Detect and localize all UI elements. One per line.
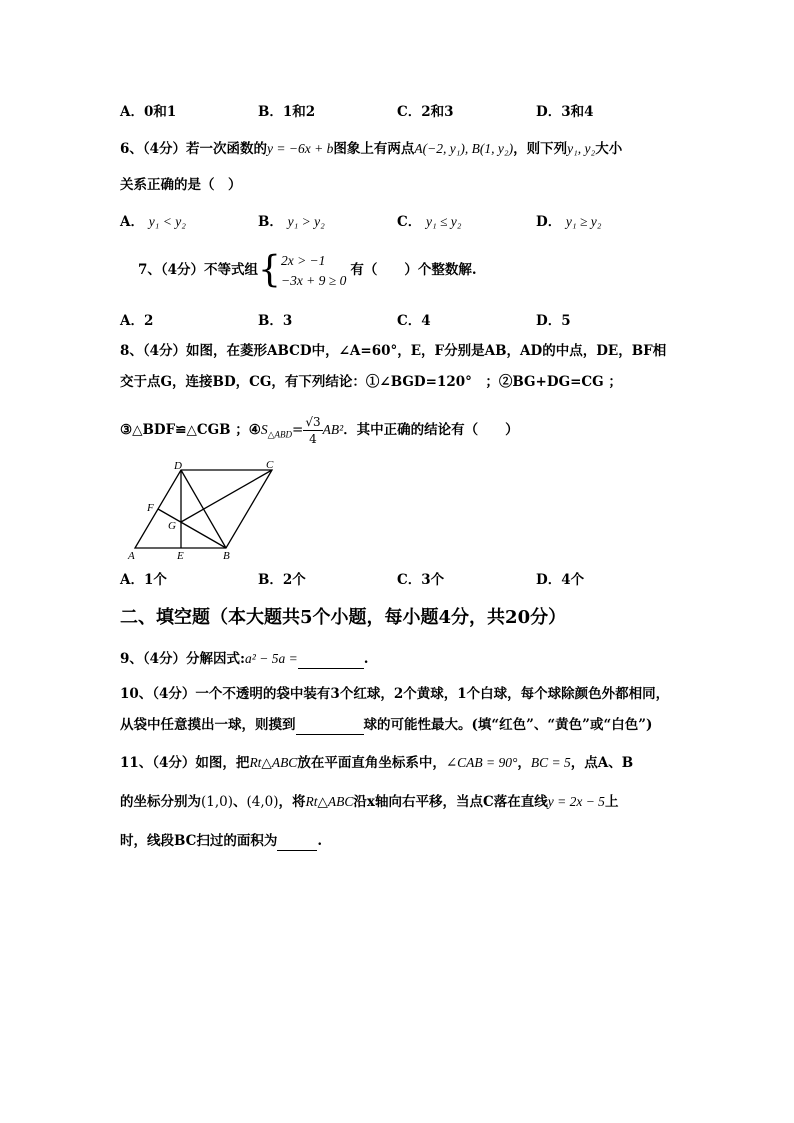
q6-option-c-expr: y₁ ≤ y₂ xyxy=(425,214,462,229)
q7-brace: { xyxy=(258,249,281,291)
q11-line2-d: 上 xyxy=(604,794,619,810)
q11-dun: 、 xyxy=(233,794,247,810)
q7-line xyxy=(138,248,477,292)
q11-bc: BC = 5 xyxy=(530,755,571,770)
q9-answer-blank[interactable] xyxy=(298,653,364,669)
q7-system xyxy=(281,251,346,291)
q6-option-b-expr: y₁ > y₂ xyxy=(287,214,325,229)
q9-line xyxy=(120,649,368,669)
q11-line-eq: y = 2x − 5 xyxy=(547,794,605,809)
q8-frac-den: 4 xyxy=(309,432,317,446)
label-c: C xyxy=(266,459,274,471)
q6-option-a-expr: y₁ < y₂ xyxy=(148,214,186,229)
q8-option-b: B．2个 xyxy=(258,572,306,588)
label-d: D xyxy=(174,460,182,472)
q11-answer-blank[interactable] xyxy=(277,835,317,851)
q7-option-d: D．5 xyxy=(536,313,571,329)
q6-tail: 大小 xyxy=(595,141,623,157)
q11-line2-a: 的坐标分别为 xyxy=(120,794,201,810)
q6-prefix: 6、（4分）若一次函数的 xyxy=(120,141,268,157)
q11-coord2: (4,0) xyxy=(246,794,279,810)
q8-equals: = xyxy=(292,422,304,438)
q6-vars: y₁, y₂ xyxy=(567,141,596,156)
q8-rhombus-figure xyxy=(120,458,290,562)
q6-line2: 关系正确的是（ ） xyxy=(120,177,242,193)
q6-option-c: C． y₁ ≤ y₂ xyxy=(397,214,462,230)
q7-option-b: B．3 xyxy=(258,313,293,329)
q9-expr: a² − 5a = xyxy=(245,651,298,666)
q10-answer-blank[interactable] xyxy=(296,719,364,735)
q10-line2-b: 球的可能性最大。(填“红色”、“黄色”或“白色”) xyxy=(363,717,653,733)
q6-line1 xyxy=(120,139,622,159)
q6-func: y = −6x + b xyxy=(267,141,334,156)
q7-prefix: 7、（4分）不等式组 xyxy=(138,262,259,278)
q6-mid: 图象上有两点 xyxy=(333,141,415,157)
q7-option-c: C．4 xyxy=(397,313,431,329)
q11-tri2: Rt△ABC xyxy=(305,794,354,809)
q7-ineq1: 2x > −1 xyxy=(280,252,326,268)
q11-line2-c: 沿x轴向右平移，当点C落在直线 xyxy=(353,794,548,810)
q11-line1 xyxy=(120,753,633,773)
q5-option-b: B．1和2 xyxy=(258,104,316,120)
label-f: F xyxy=(147,502,154,514)
q10-line1: 10、（4分）一个不透明的袋中装有3个红球，2个黄球，1个白球，每个球除颜色外都相同， xyxy=(120,686,670,702)
q8-fraction xyxy=(303,414,322,447)
q11-angle: ∠CAB = 90° xyxy=(445,755,518,770)
q9-prefix: 9、（4分）分解因式: xyxy=(120,651,246,667)
section-heading: 二、填空题（本大题共5个小题，每小题4分，共20分） xyxy=(120,607,567,628)
q9-suffix: . xyxy=(363,651,369,667)
q7-ineq2: −3x + 9 ≥ 0 xyxy=(280,272,347,288)
label-g: G xyxy=(168,520,176,532)
q8-option-d: D．4个 xyxy=(536,572,585,588)
q5-option-d: D．3和4 xyxy=(536,104,594,120)
q11-sep: ， xyxy=(517,755,531,771)
label-b: B xyxy=(223,550,230,562)
q8-line3 xyxy=(120,410,519,455)
q11-line2 xyxy=(120,792,618,812)
q8-line1: 8、（4分）如图，在菱形ABCD中，∠A=60°，E，F分别是AB，AD的中点，DE，BF相 xyxy=(120,343,667,359)
q11-line3-b: . xyxy=(317,833,323,849)
q8-frac-num: √3 xyxy=(305,415,321,429)
q11-line3 xyxy=(120,831,322,851)
q7-suffix: 有（ ）个整数解. xyxy=(350,262,477,278)
q10-line2-a: 从袋中任意摸出一球，则摸到 xyxy=(120,717,296,733)
q11-line3-a: 时，线段BC扫过的面积为 xyxy=(120,833,278,849)
q6-after: ，则下列 xyxy=(513,141,568,157)
q11-tri: Rt△ABC xyxy=(249,755,298,770)
q6-option-d-expr: y₁ ≥ y₂ xyxy=(565,214,602,229)
q6-points: A(−2, y₁), B(1, y₂) xyxy=(414,141,514,156)
q11-line1-c: ，点A、B xyxy=(570,755,634,771)
q8-line3-b: ．其中正确的结论有（ ） xyxy=(343,422,519,438)
q6-option-d: D． y₁ ≥ y₂ xyxy=(536,214,602,230)
q5-option-a: A．0和1 xyxy=(120,104,177,120)
q8-line2: 交于点G，连接BD，CG，有下列结论：①∠BGD=120° ；②BG+DG=CG ； xyxy=(120,374,622,390)
q6-option-a: A． y₁ < y₂ xyxy=(120,214,186,230)
q8-option-c: C．3个 xyxy=(397,572,445,588)
q11-line2-b: ，将 xyxy=(278,794,306,810)
q7-option-a: A．2 xyxy=(120,313,154,329)
q11-coord1: (1,0) xyxy=(201,794,234,810)
q11-line1-b: 放在平面直角坐标系中， xyxy=(297,755,446,771)
label-a: A xyxy=(128,550,135,562)
q8-area-subscript: △ABD xyxy=(267,429,293,440)
label-e: E xyxy=(177,550,184,562)
q6-option-b: B． y₁ > y₂ xyxy=(258,214,325,230)
q8-ab2: AB² xyxy=(322,422,344,437)
segment-cg xyxy=(181,470,272,522)
q10-line2 xyxy=(120,715,652,735)
q8-option-a: A．1个 xyxy=(120,572,167,588)
q8-line3-a: ③△BDF≌△CGB ；④ xyxy=(120,422,261,438)
q5-option-c: C．2和3 xyxy=(397,104,454,120)
q11-line1-a: 11、（4分）如图，把 xyxy=(120,755,250,771)
q8-area-symbol: S xyxy=(260,422,268,437)
